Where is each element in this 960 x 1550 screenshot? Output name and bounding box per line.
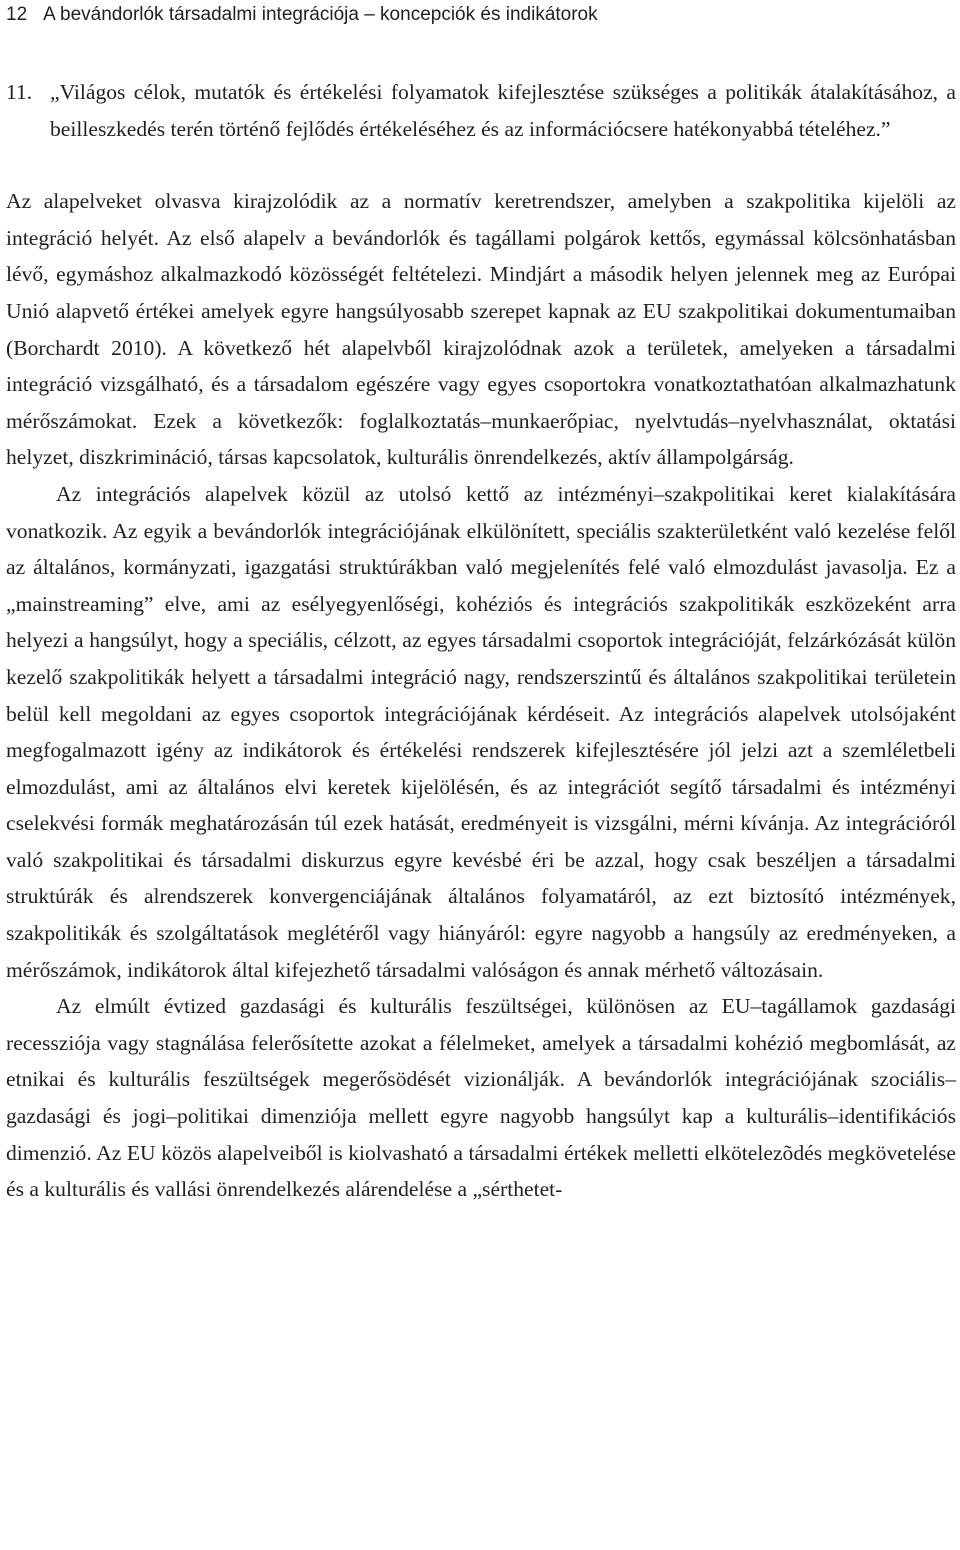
quote-number: 11. [6, 80, 33, 104]
paragraph-principles: Az alapelveket olvasva kirajzolódik az a normatív keretrendszer, amelyben a szakpolitika kijelöli az integráció helyét. Az első alapelv a bevándorlók és tagállami polgárok kettős, egymással kölcsönhatásban lévő, egymáshoz alkalmazkodó közösségét feltételezi. Mindjárt a második helyen jelennek meg az Európai Unió alapvető értékei amelyek egyre hangsúlyosabb szerepet kapnak az EU szakpolitikai dokumentumaiban (Borchardt 2010). A következő hét alapelvből kirajzolódnak azok a területek, amelyeken a társadalmi integráció vizsgálható, és a társadalom egészére vagy egyes csoportokra vonatkoztathatóan alkalmazhatunk mérőszámokat. Ezek a következők: foglalkoztatás–munkaerőpiac, nyelvtudás–nyelvhasználat, oktatási helyzet, diszkrimináció, társas kapcsolatok, kulturális önrendelkezés, aktív állampolgárság. [6, 189, 956, 470]
numbered-quote [6, 74, 956, 147]
paragraph-mainstreaming: Az integrációs alapelvek közül az utolsó kettő az intézményi–szakpolitikai keret kialakítására vonatkozik. Az egyik a bevándorlók integrációjának elkülönített, speciális szakterületként való kezelése felől az általános, kormányzati, igazgatási struktúrákban való megjelenítés felé való elmozdulást javasolja. Ez a „mainstreaming” elve, ami az esélyegyenlőségi, kohéziós és integrációs szakpolitikák eszközeként arra helyezi a hangsúlyt, hogy a speciális, célzott, az egyes társadalmi csoportok integrációját, felzárkózását külön kezelő szakpolitikák helyett a társadalmi integráció nagy, rendszerszintű és általános szakpolitikai területein belül kell megoldani az egyes csoportok integrációjának kérdéseit. Az integrációs alapelvek utolsójaként megfogalmazott igény az indikátorok és értékelési rendszerek kifejlesztésére jól jelzi azt a szemléletbeli elmozdulást, ami az általános elvi keretek kijelölésén, és az integrációt segítő társadalmi és intézményi cselekvési formák meghatározásán túl ezek hatását, eredményeit is vizsgálni, mérni kívánja. Az integrációról való szakpolitikai és társadalmi diskurzus egyre kevésbé éri be azzal, hogy csak beszéljen a társadalmi struktúrák és alrendszerek konvergenciájának általános folyamatáról, az ezt biztosító intézmények, szakpolitikák és szolgáltatások meglétéről vagy hiányáról: egyre nagyobb a hangsúly az eredményeken, a mérőszámok, indikátorok által kifejezhető társadalmi valóságon és annak mérhető változásain. [6, 481, 956, 982]
running-title: A bevándorlók társadalmi integrációja – koncepciók és indikátorok [43, 4, 598, 25]
quote-text: „Világos célok, mutatók és értékelési folyamatok kifejlesztése szükséges a politikák átalakításához, a beilleszkedés terén történő fejlődés értékeléséhez és az információcsere hatékonyabbá tételéhez.” [50, 80, 956, 141]
page-number: 12 [6, 4, 28, 25]
running-header [6, 3, 598, 27]
paragraph-tensions: Az elmúlt évtized gazdasági és kulturális feszültségei, különösen az EU–tagállamok gazdasági recessziója vagy stagnálása felerősítette azokat a félelmeket, amelyek a társadalmi kohézió megbomlását, az etnikai és kulturális feszültségek megerősödését vizionálják. A bevándorlók integrációjának szociális–gazdasági és jogi–politikai dimenziója mellett egyre nagyobb hangsúlyt kap a kulturális–identifikációs dimenzió. Az EU közös alapelveiből is kiolvasható a társadalmi értékek melletti elkötelezõdés megkövetelése és a kulturális és vallási önrendelkezés alárendelése a „sérthetet- [6, 994, 956, 1202]
page-body [6, 74, 956, 1208]
